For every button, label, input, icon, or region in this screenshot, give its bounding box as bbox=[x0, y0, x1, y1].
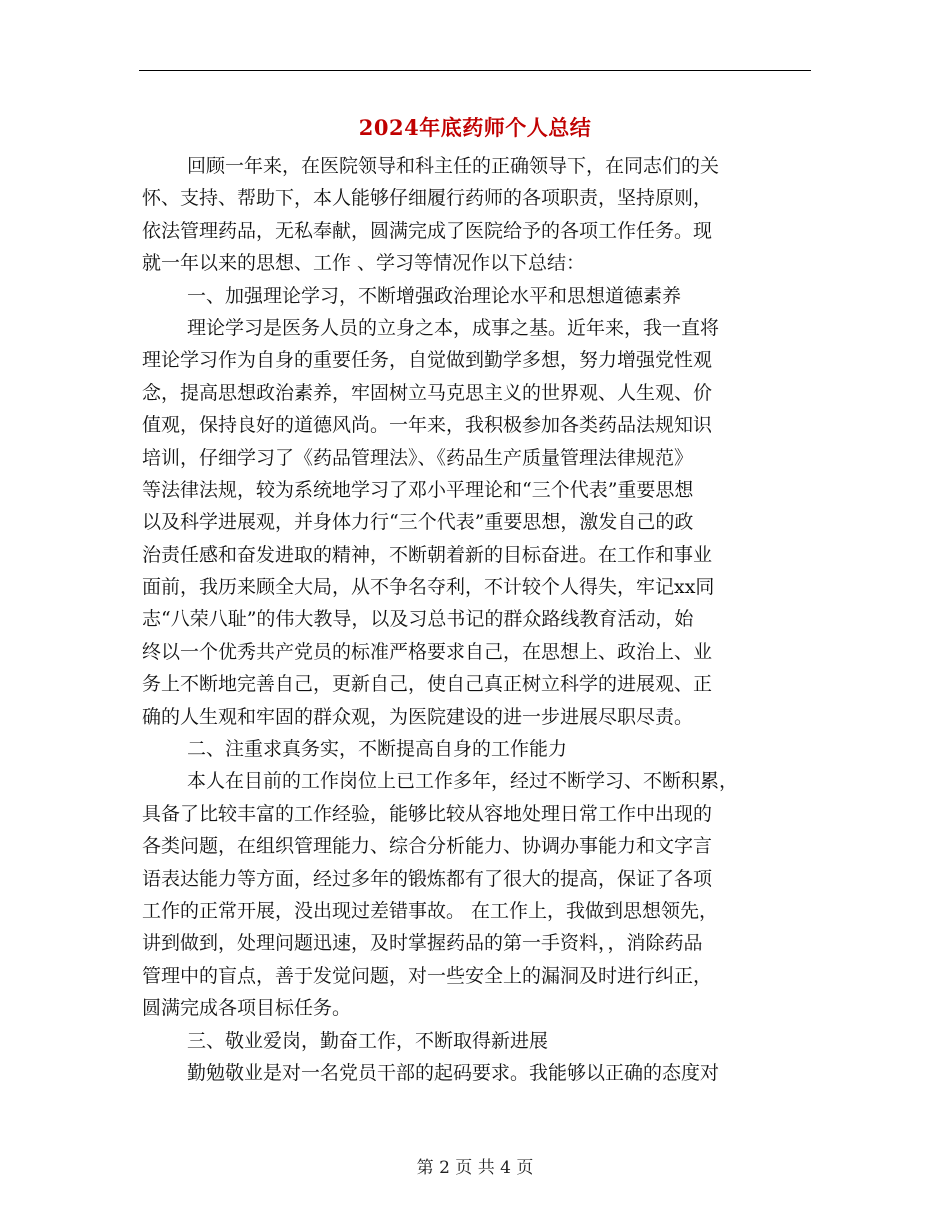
page-footer: 第 2 页 共 4 页 bbox=[416, 1158, 534, 1178]
text-line: 回顾一年来，在医院领导和科主任的正确领导下，在同志们的关 bbox=[187, 155, 720, 177]
text-line: 本人在目前的工作岗位上已工作多年，经过不断学习、不断积累， bbox=[187, 770, 739, 793]
text-line: 务上不断地完善自己，更新自己，使自己真正树立科学的进展观、正 bbox=[142, 673, 713, 696]
text-line: 三、敬业爱岗，勤奋工作，不断取得新进展 bbox=[187, 1029, 549, 1052]
header-rule bbox=[139, 70, 811, 71]
text-line: 治责任感和奋发进取的精神，不断朝着新的目标奋进。在工作和事业 bbox=[142, 543, 713, 566]
text-line: 培训，仔细学习了《药品管理法》、《药品生产质量管理法律规范》 bbox=[142, 446, 694, 469]
text-line: 值观，保持良好的道德风尚。一年来，我积极参加各类药品法规知识 bbox=[142, 414, 713, 437]
text-line: 面前，我历来顾全大局，从不争名夺利，不计较个人得失，牢记xx同 bbox=[142, 576, 715, 599]
text-line: 怀、支持、帮助下，本人能够仔细履行药师的各项职责，坚持原则， bbox=[142, 187, 713, 210]
text-line: 一、加强理论学习，不断增强政治理论水平和思想道德素养 bbox=[187, 284, 682, 307]
document-title: 2024年底药师个人总结 bbox=[358, 115, 592, 140]
text-line: 以及科学进展观，并身体力行“三个代表”重要思想，激发自己的政 bbox=[142, 511, 694, 534]
text-line: 二、注重求真务实，不断提高自身的工作能力 bbox=[187, 738, 568, 761]
text-line: 勤勉敬业是对一名党员干部的起码要求。我能够以正确的态度对 bbox=[187, 1061, 720, 1084]
text-line: 各类问题，在组织管理能力、综合分析能力、协调办事能力和文字言 bbox=[142, 835, 713, 858]
text-line: 语表达能力等方面，经过多年的锻炼都有了很大的提高，保证了各项 bbox=[142, 867, 713, 890]
text-line: 依法管理药品，无私奉献，圆满完成了医院给予的各项工作任务。现 bbox=[142, 219, 713, 242]
text-line: 讲到做到，处理问题迅速，及时掌握药品的第一手资料，，消除药品 bbox=[142, 932, 703, 955]
text-line: 理论学习是医务人员的立身之本，成事之基。近年来，我一直将 bbox=[187, 316, 720, 339]
text-line: 终以一个优秀共产党员的标准严格要求自己，在思想上、政治上、业 bbox=[142, 640, 713, 663]
text-line: 理论学习作为自身的重要任务，自觉做到勤学多想，努力增强党性观 bbox=[142, 349, 713, 372]
text-line: 确的人生观和牢固的群众观，为医院建设的进一步进展尽职尽责。 bbox=[142, 705, 694, 728]
document-body bbox=[142, 150, 810, 1089]
text-line: 具备了比较丰富的工作经验，能够比较从容地处理日常工作中出现的 bbox=[142, 802, 713, 825]
text-line: 就一年以来的思想、工作 、学习等情况作以下总结： bbox=[142, 252, 586, 275]
text-line: 管理中的盲点，善于发觉问题，对一些安全上的漏洞及时进行纠正， bbox=[142, 964, 713, 987]
text-line: 工作的正常开展，没出现过差错事故。 在工作上，我做到思想领先， bbox=[142, 899, 719, 922]
text-line: 念，提高思想政治素养，牢固树立马克思主义的世界观、人生观、价 bbox=[142, 381, 713, 404]
text-line: 志“八荣八耻”的伟大教导，以及习总书记的群众路线教育活动，始 bbox=[142, 608, 694, 631]
text-line: 圆满完成各项目标任务。 bbox=[142, 997, 352, 1020]
text-line: 等法律法规，较为系统地学习了邓小平理论和“三个代表”重要思想 bbox=[142, 478, 694, 501]
